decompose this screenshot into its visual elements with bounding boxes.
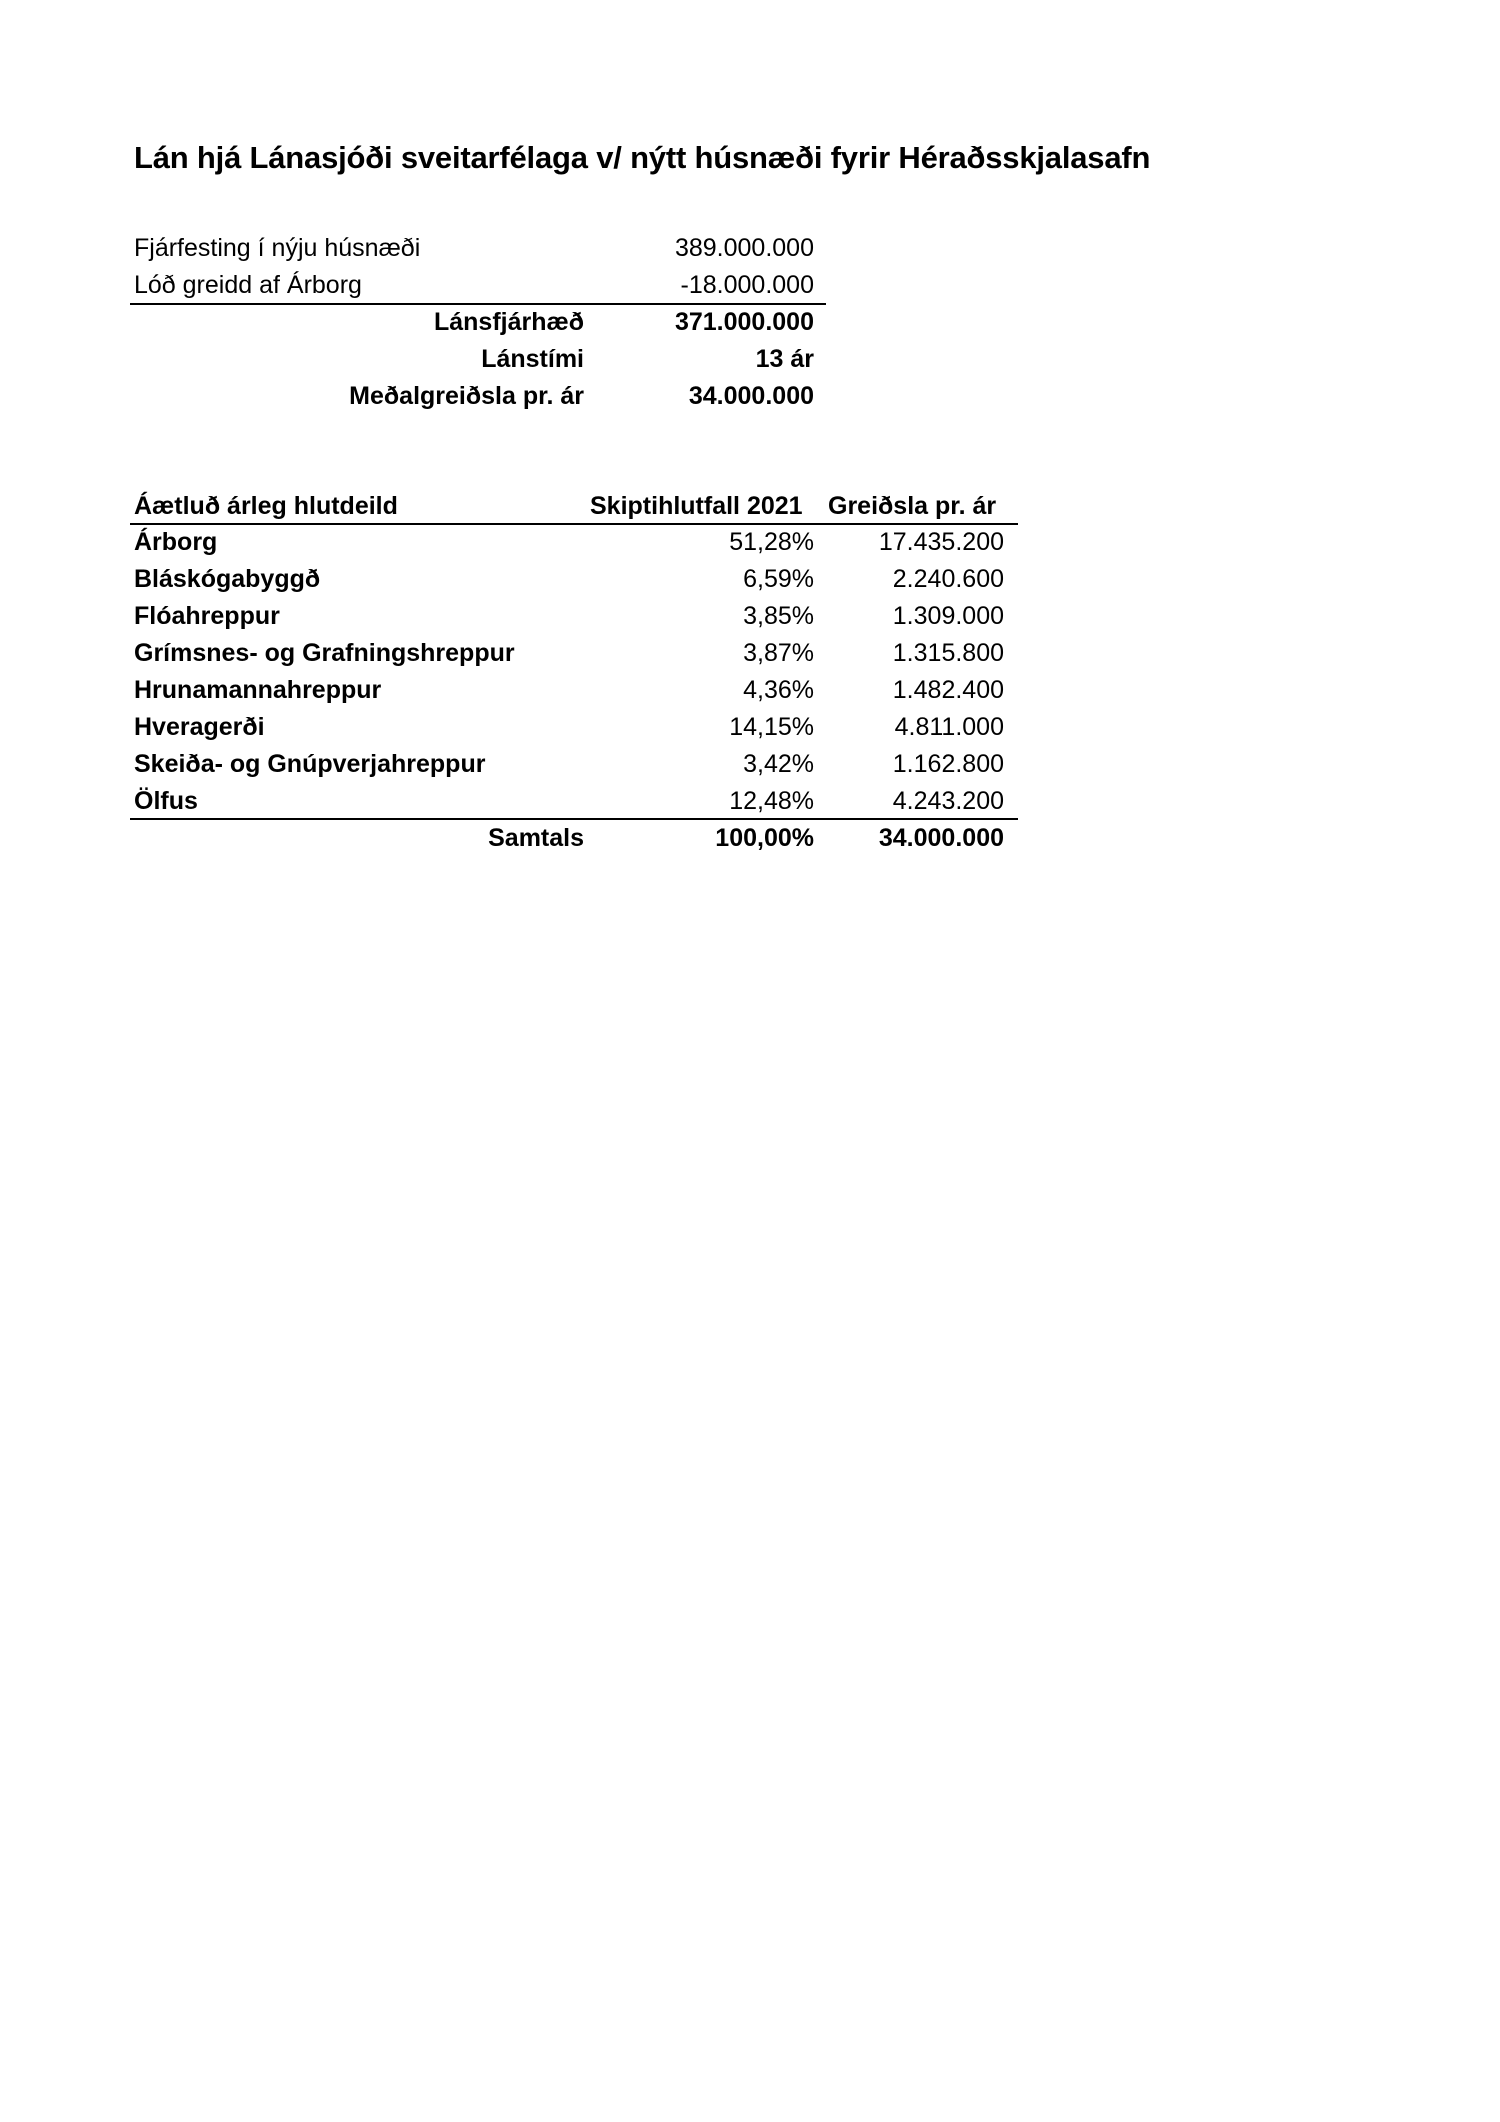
avg-payment-value: 34.000.000 [688,382,814,410]
row-pct: 3,42% [743,750,814,778]
row-pct: 12,48% [729,787,814,815]
loan-amount-row [134,304,834,341]
row-payment: 17.435.200 [878,528,1004,556]
allocation-header [134,488,1034,525]
total-row [134,820,1034,857]
row-name: Ölfus [134,787,198,815]
header-name: Áætluð árleg hlutdeild [134,492,398,520]
total-pct: 100,00% [715,824,814,852]
row-payment: 4.811.000 [894,713,1004,741]
table-row [134,783,1034,820]
row-payment: 4.243.200 [892,787,1004,815]
row-payment: 1.162.800 [892,750,1004,778]
loan-term-value: 13 ár [755,345,814,373]
header-payment: Greiðsla pr. ár [828,492,997,520]
lot-label: Lóð greidd af Árborg [134,271,362,299]
header-pct: Skiptihlutfall 2021 [590,492,803,520]
loan-amount-value: 371.000.000 [674,308,814,336]
row-pct: 3,85% [743,602,814,630]
loan-term-label: Lánstími [481,345,584,373]
loan-amount-label: Lánsfjárhæð [433,308,584,336]
row-name: Flóahreppur [134,602,280,630]
row-name: Grímsnes- og Grafningshreppur [134,639,515,667]
total-payment: 34.000.000 [878,824,1004,852]
row-pct: 6,59% [743,565,814,593]
lot-value: -18.000.000 [680,271,814,299]
table-row [134,598,1034,635]
investment-value: 389.000.000 [674,234,814,262]
loan-term-row [134,341,834,378]
avg-payment-label: Meðalgreiðsla pr. ár [349,382,584,410]
avg-payment-row [134,378,834,415]
row-name: Hrunamannahreppur [134,676,382,704]
row-name: Skeiða- og Gnúpverjahreppur [134,750,486,778]
table-row [134,672,1034,709]
table-row [134,746,1034,783]
row-payment: 1.315.800 [892,639,1004,667]
row-name: Árborg [134,528,218,556]
row-name: Hveragerði [134,713,265,741]
investment-row [134,230,834,267]
row-name: Bláskógabyggð [134,565,321,593]
row-payment: 1.482.400 [892,676,1004,704]
table-row [134,524,1034,561]
table-row [134,709,1034,746]
total-label: Samtals [488,824,584,852]
table-row [134,561,1034,598]
row-pct: 14,15% [729,713,814,741]
row-pct: 51,28% [729,528,814,556]
page-title: Lán hjá Lánasjóði sveitarfélaga v/ nýtt húsnæði fyrir Héraðsskjalasafn [134,140,1151,175]
table-row [134,635,1034,672]
investment-label: Fjárfesting í nýju húsnæði [134,234,421,262]
lot-row [134,267,834,304]
row-pct: 3,87% [743,639,814,667]
row-payment: 2.240.600 [892,565,1004,593]
row-pct: 4,36% [743,676,814,704]
row-payment: 1.309.000 [892,602,1004,630]
